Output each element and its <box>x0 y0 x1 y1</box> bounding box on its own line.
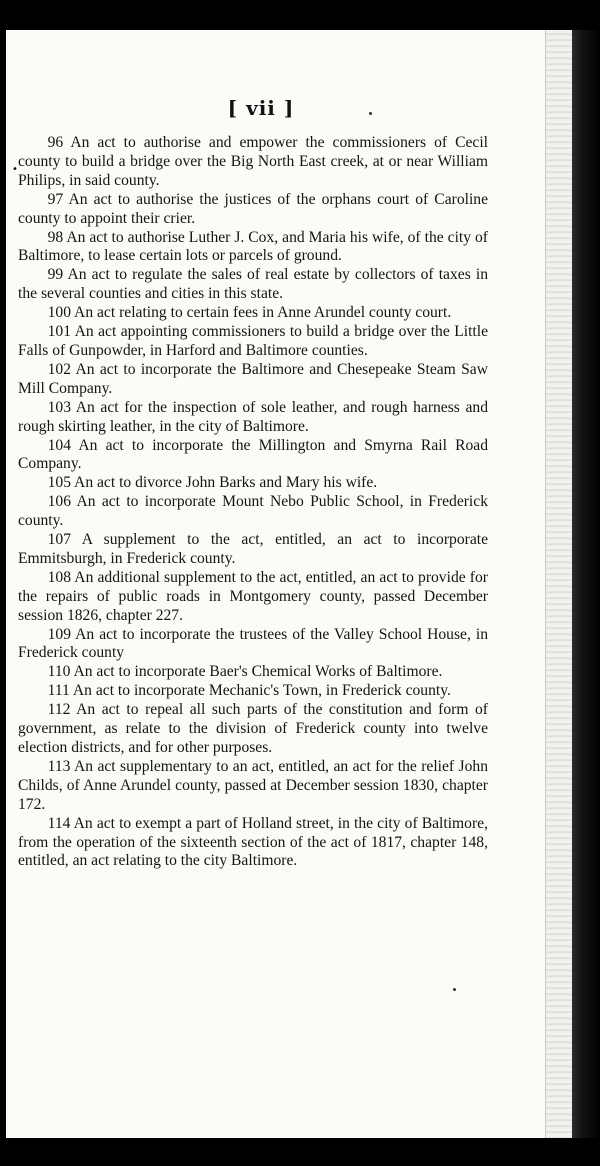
act-entry: 108 An additional supplement to the act, entitled, an act to provide for the repairs of public roads in Montgomery county, passed December session 1826, chapter 227. <box>18 568 488 624</box>
act-entry: 111 An act to incorporate Mechanic's Town, in Frederick county. <box>47 682 451 700</box>
act-entry: 102 An act to incorporate the Baltimore and Chesepeake Steam Saw Mill Company. <box>18 360 488 397</box>
act-list <box>18 134 488 871</box>
act-entry: 107 A supplement to the act, entitled, an act to incorporate Emmitsburgh, in Frederick county. <box>18 531 488 567</box>
act-entry: 100 An act relating to certain fees in Anne Arundel county court. <box>47 304 452 322</box>
act-entry: 105 An act to divorce John Barks and Mary his wife. <box>47 474 378 492</box>
act-entry: 113 An act supplementary to an act, entitled, an act for the relief John Childs, of Anne Arundel county, passed at December session 1830, chapter 172. <box>18 757 488 813</box>
act-entry: 110 An act to incorporate Baer's Chemical Works of Baltimore. <box>47 663 443 681</box>
act-entry: 109 An act to incorporate the trustees of the Valley School House, in Frederick county <box>18 625 488 662</box>
act-entry: 103 An act for the inspection of sole leather, and rough harness and rough skirting leather, in the city of Baltimore. <box>18 398 488 435</box>
act-entry: 96 An act to authorise and empower the commissioners of Cecil county to build a bridge over the Big North East creek, at or near William Philips, in said county. <box>18 134 488 189</box>
act-entry: 101 An act appointing commissioners to build a bridge over the Little Falls of Gunpowder, in Harford and Baltimore counties. <box>18 323 488 359</box>
page-number: [ vii ] <box>227 96 295 120</box>
act-entry: 98 An act to authorise Luther J. Cox, and Maria his wife, of the city of Baltimore, to lease certain lots or parcels of ground. <box>18 228 488 265</box>
act-entry: 104 An act to incorporate the Millington and Smyrna Rail Road Company. <box>18 436 488 473</box>
act-entry: 99 An act to regulate the sales of real estate by collectors of taxes in the several counties and cities in this state. <box>18 266 488 303</box>
page-edge <box>545 30 572 1138</box>
margin-mark: • <box>12 164 18 175</box>
act-entry: 106 An act to incorporate Mount Nebo Public School, in Frederick county. <box>18 493 488 530</box>
act-entry: 97 An act to authorise the justices of the orphans court of Caroline county to appoint their crier. <box>18 190 488 227</box>
act-entry: 114 An act to exempt a part of Holland street, in the city of Baltimore, from the operation of the sixteenth section of the act of 1817, chapter 148, entitled, an act relating to the city Baltimore. <box>18 814 488 870</box>
ink-speck <box>453 988 456 991</box>
ink-speck <box>369 112 372 115</box>
book-page <box>6 30 572 1138</box>
act-entry: 112 An act to repeal all such parts of the constitution and form of government, as relate to the division of Frederick county into twelve election districts, and for other purposes. <box>18 701 488 756</box>
book-binding <box>572 30 600 1138</box>
